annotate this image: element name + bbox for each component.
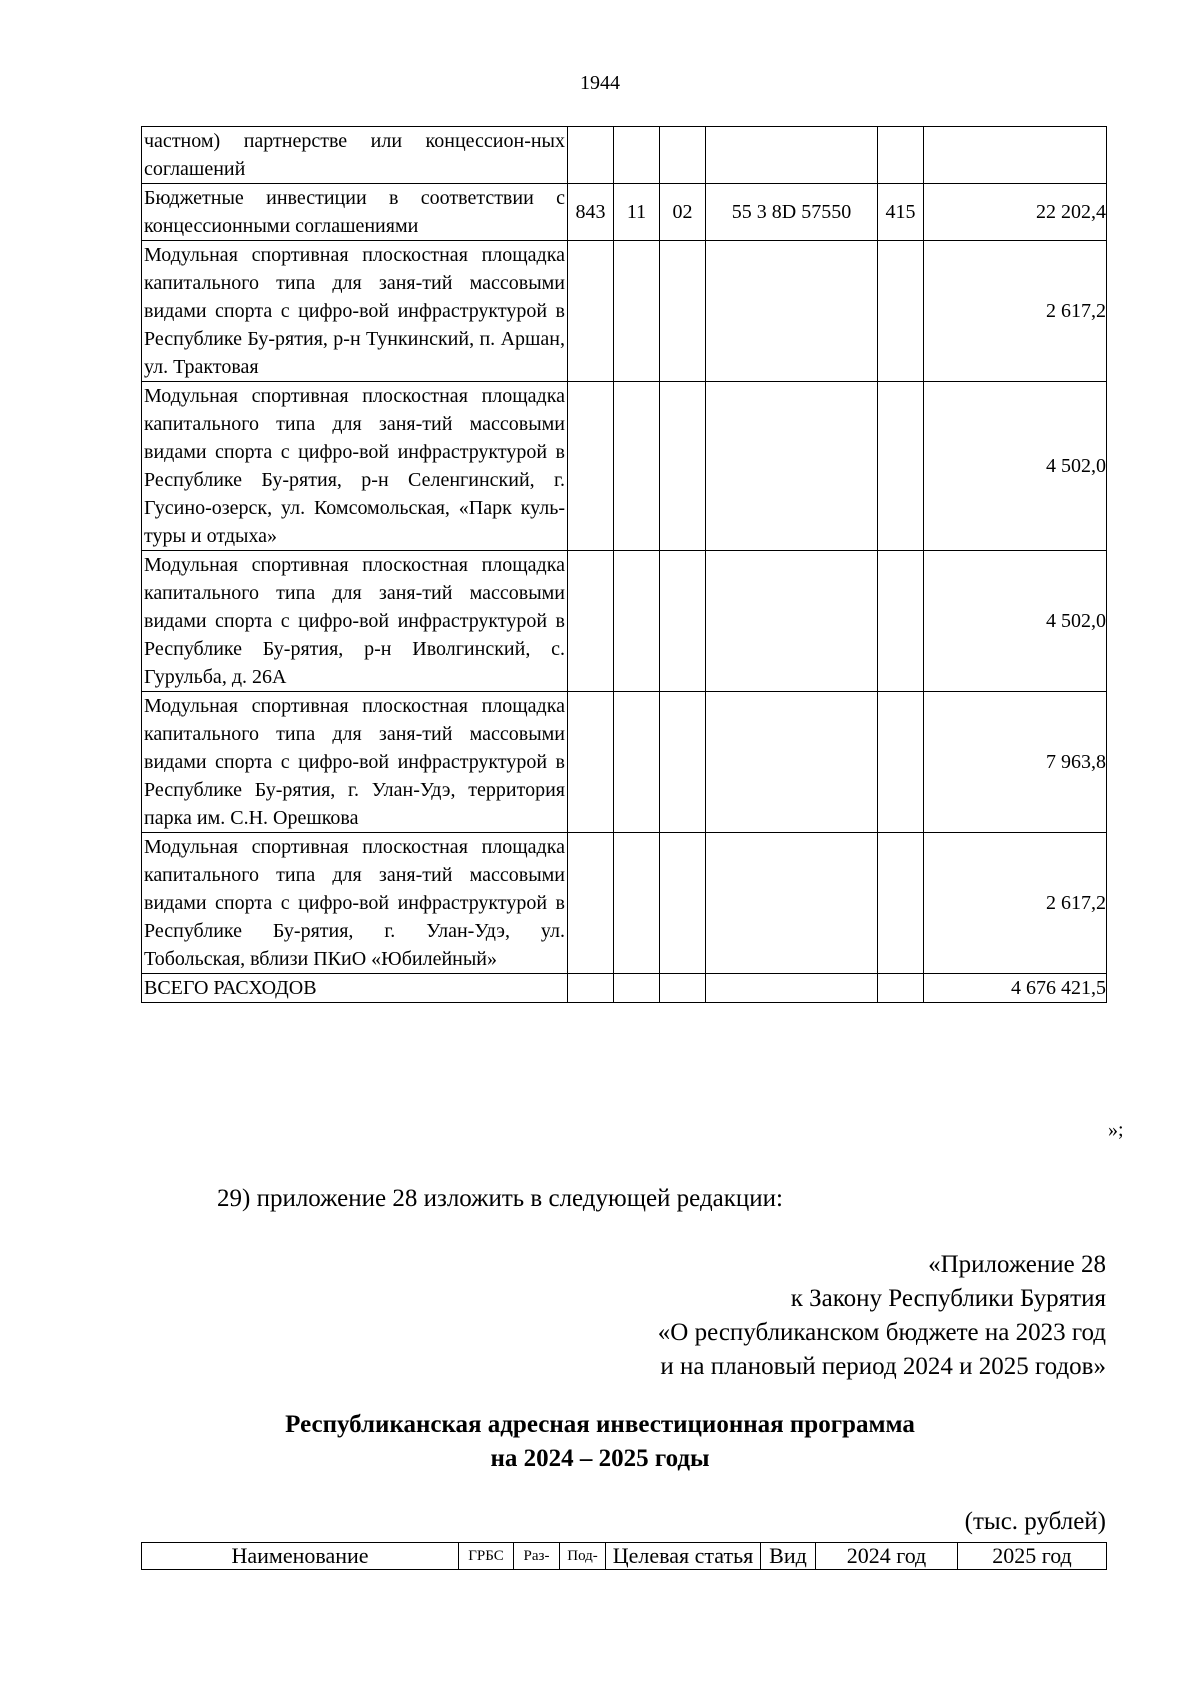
table-cell-grbs (568, 241, 614, 382)
table-cell-sum: 2 617,2 (924, 833, 1107, 974)
total-sum: 4 676 421,5 (924, 974, 1107, 1003)
table-cell-razdel (614, 127, 660, 184)
table-cell-vid (878, 833, 924, 974)
header-podrazdel: Под- (560, 1543, 606, 1570)
total-label: ВСЕГО РАСХОДОВ (142, 974, 568, 1003)
header-vid: Вид (761, 1543, 816, 1570)
table-cell-razdel (614, 382, 660, 551)
table-cell-sum (924, 127, 1107, 184)
table-cell-vid (878, 241, 924, 382)
table-cell-target (706, 692, 878, 833)
header-2024: 2024 год (816, 1543, 958, 1570)
table-row (142, 692, 1107, 833)
appendix-line: и на плановый период 2024 и 2025 годов» (660, 1353, 1106, 1380)
appendix-reference (658, 1248, 1106, 1384)
table-cell-podrazdel: 02 (660, 184, 706, 241)
table-row (142, 127, 1107, 184)
table-cell-vid (878, 127, 924, 184)
table-row (142, 184, 1107, 241)
table-cell-podrazdel (660, 692, 706, 833)
header-target: Целевая статья (606, 1543, 761, 1570)
table-cell-grbs (568, 551, 614, 692)
table-cell-razdel (614, 241, 660, 382)
table-cell-target (706, 382, 878, 551)
table-cell-target (706, 551, 878, 692)
table-cell-razdel: 11 (614, 184, 660, 241)
table-cell-podrazdel (660, 551, 706, 692)
table-cell-razdel (614, 692, 660, 833)
table-row (142, 551, 1107, 692)
appendix-line: «О республиканском бюджете на 2023 год (657, 1319, 1106, 1346)
table-cell-grbs (568, 692, 614, 833)
table-cell-name: Модульная спортивная плоскостная площадка капитального типа для заня-тий массовыми видами спорта с цифро-вой инфраструктурой в Республике Бу-рятия, р-н Селенгинский, г. Гусино-озерск, ул. Комсомольская, «Парк куль-туры и отдыха» (142, 382, 568, 551)
header-name: Наименование (142, 1543, 459, 1570)
table-row (142, 382, 1107, 551)
header-razdel: Раз- (514, 1543, 560, 1570)
table-total-row (142, 974, 1107, 1003)
table-cell-podrazdel (660, 127, 706, 184)
total-empty-cell (706, 974, 878, 1003)
total-empty-cell (568, 974, 614, 1003)
table-cell-name: Модульная спортивная плоскостная площадка капитального типа для заня-тий массовыми видами спорта с цифро-вой инфраструктурой в Республике Бу-рятия, г. Улан-Удэ, территория парка им. С.Н. Орешкова (142, 692, 568, 833)
table-cell-grbs (568, 382, 614, 551)
title-line: Республиканская адресная инвестиционная программа (285, 1411, 915, 1438)
table-row (142, 833, 1107, 974)
title-line: на 2024 – 2025 годы (490, 1445, 710, 1472)
table-cell-sum: 7 963,8 (924, 692, 1107, 833)
total-empty-cell (878, 974, 924, 1003)
units-label: (тыс. рублей) (964, 1508, 1106, 1535)
table-cell-grbs (568, 833, 614, 974)
table-cell-sum: 4 502,0 (924, 551, 1107, 692)
table-cell-name: Модульная спортивная плоскостная площадка капитального типа для заня-тий массовыми видами спорта с цифро-вой инфраструктурой в Республике Бу-рятия, р-н Тункинский, п. Аршан, ул. Трактовая (142, 241, 568, 382)
amendment-item-29: 29) приложение 28 изложить в следующей редакции: (217, 1185, 783, 1212)
total-empty-cell (614, 974, 660, 1003)
table-cell-target (706, 241, 878, 382)
table-cell-target: 55 3 8D 57550 (706, 184, 878, 241)
table-cell-sum: 22 202,4 (924, 184, 1107, 241)
expenditure-table (141, 126, 1107, 1003)
table-cell-vid (878, 551, 924, 692)
table-cell-name: частном) партнерстве или концессион-ных соглашений (142, 127, 568, 184)
table-cell-grbs: 843 (568, 184, 614, 241)
table-cell-name: Бюджетные инвестиции в соответствии с концессионными соглашениями (142, 184, 568, 241)
table-cell-name: Модульная спортивная плоскостная площадка капитального типа для заня-тий массовыми видами спорта с цифро-вой инфраструктурой в Республике Бу-рятия, р-н Иволгинский, с. Гурульба, д. 26А (142, 551, 568, 692)
table-cell-sum: 4 502,0 (924, 382, 1107, 551)
total-empty-cell (660, 974, 706, 1003)
table-cell-podrazdel (660, 382, 706, 551)
table-cell-podrazdel (660, 241, 706, 382)
program-table-header (141, 1542, 1107, 1570)
table-cell-razdel (614, 833, 660, 974)
table-cell-vid (878, 692, 924, 833)
table-row (142, 241, 1107, 382)
table-cell-sum: 2 617,2 (924, 241, 1107, 382)
table-cell-razdel (614, 551, 660, 692)
table-cell-name: Модульная спортивная плоскостная площадка капитального типа для заня-тий массовыми видами спорта с цифро-вой инфраструктурой в Республике Бу-рятия, г. Улан-Удэ, ул. Тобольская, вблизи ПКиО «Юбилейный» (142, 833, 568, 974)
header-2025: 2025 год (958, 1543, 1107, 1570)
table-cell-podrazdel (660, 833, 706, 974)
table-cell-target (706, 127, 878, 184)
page-number: 1944 (580, 72, 620, 94)
appendix-line: к Закону Республики Бурятия (790, 1285, 1106, 1312)
appendix-line: «Приложение 28 (928, 1251, 1106, 1278)
closing-quote: »; (1108, 1119, 1124, 1141)
header-grbs: ГРБС (459, 1543, 514, 1570)
program-title (0, 1408, 1200, 1476)
table-cell-target (706, 833, 878, 974)
table-cell-vid (878, 382, 924, 551)
table-cell-grbs (568, 127, 614, 184)
table-cell-vid: 415 (878, 184, 924, 241)
